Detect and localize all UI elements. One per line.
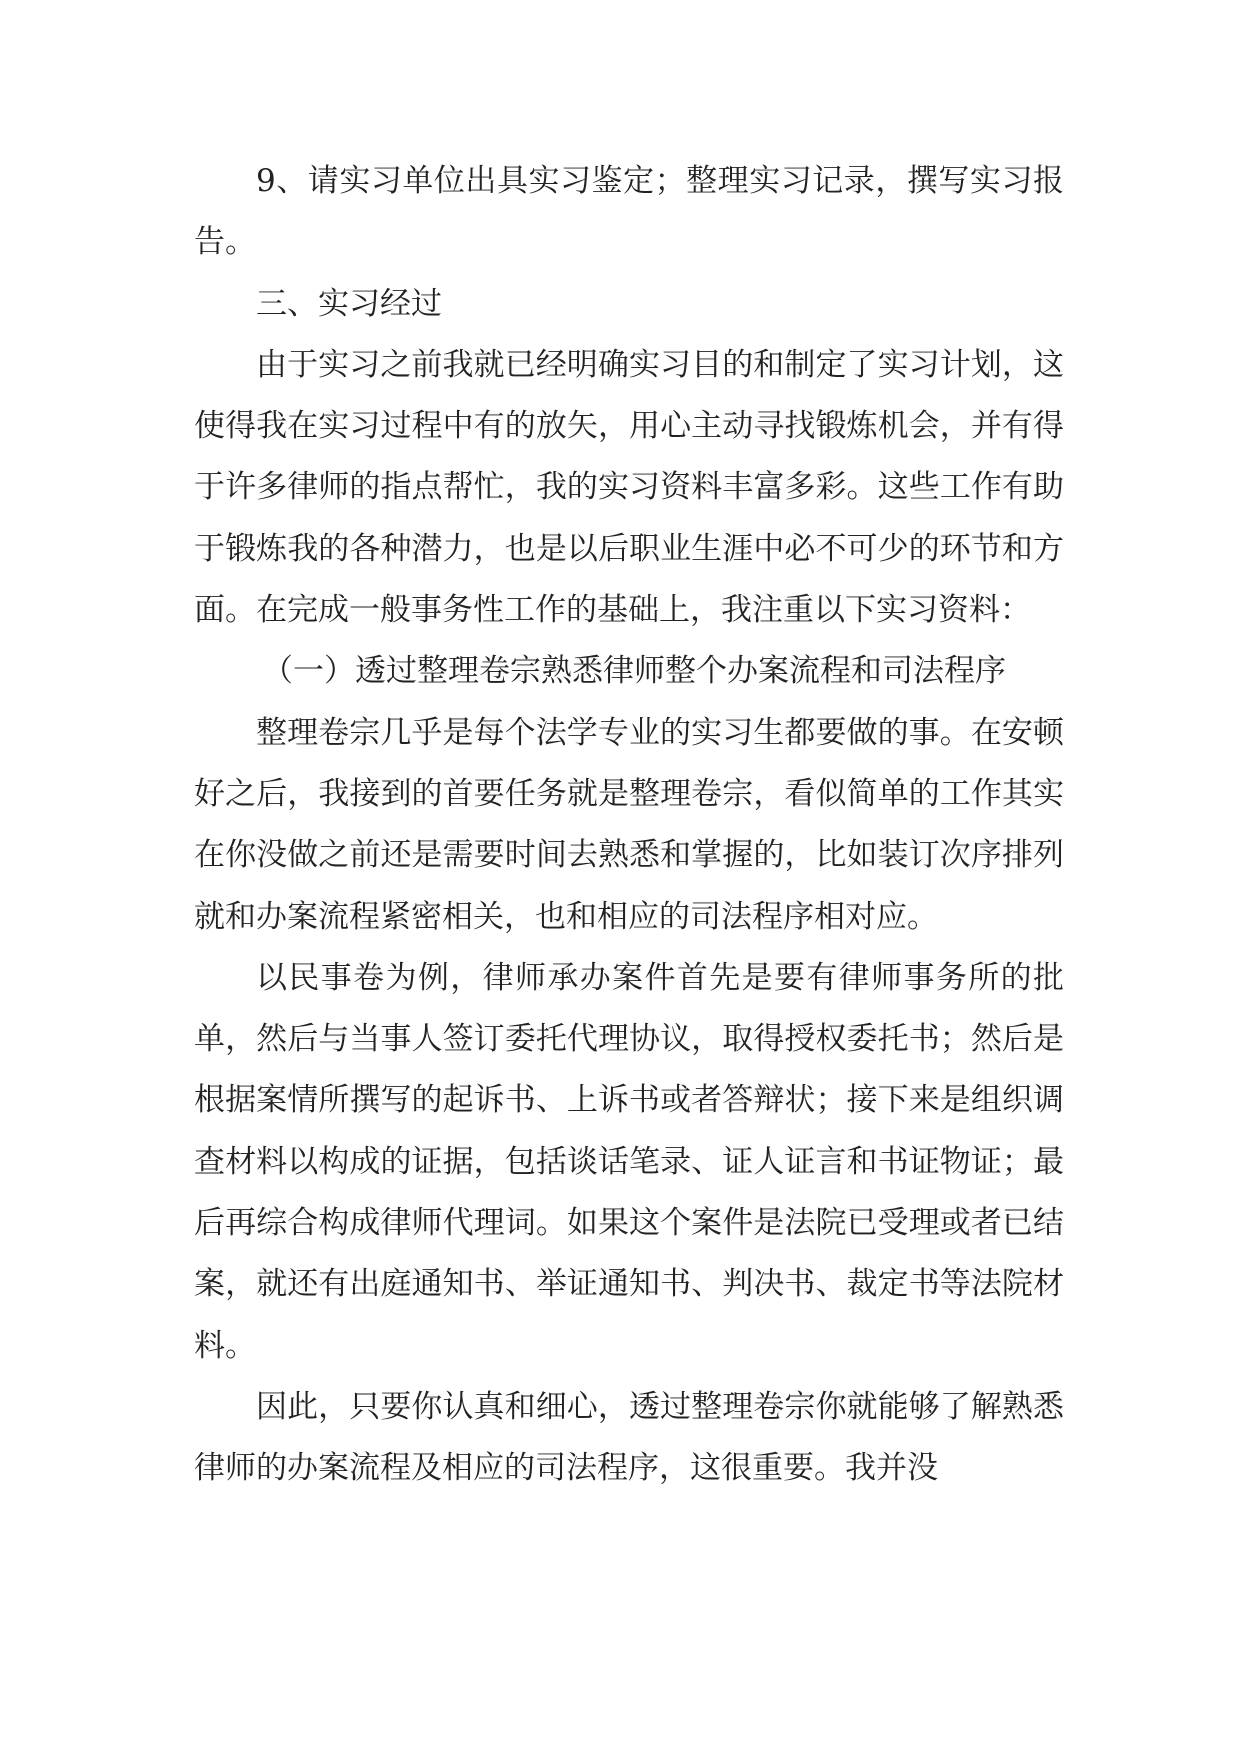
- paragraph-organizing-files: 整理卷宗几乎是每个法学专业的实习生都要做的事。在安顿好之后，我接到的首要任务就是整理卷宗，看似简单的工作其实在你没做之前还是需要时间去熟悉和掌握的，比如装订次序排列就和办案流程紧密相关，也和相应的司法程序相对应。: [194, 714, 1064, 935]
- paragraph-intro: 由于实习之前我就已经明确实习目的和制定了实习计划，这使得我在实习过程中有的放矢，用心主动寻找锻炼机会，并有得于许多律师的指点帮忙，我的实习资料丰富多彩。这些工作有助于锻炼我的各种潜力，也是以后职业生涯中必不可少的环节和方面。在完成一般事务性工作的基础上，我注重以下实习资料：: [194, 346, 1064, 629]
- paragraph-conclusion: 因此，只要你认真和细心，透过整理卷宗你就能够了解熟悉律师的办案流程及相应的司法程序，这很重要。我并没: [194, 1388, 1064, 1487]
- paragraph-item-9: 9、请实习单位出具实习鉴定；整理实习记录，撰写实习报告。: [194, 163, 1064, 261]
- section-heading-internship-process: 三、实习经过: [256, 285, 442, 322]
- subsection-heading-1: （一）透过整理卷宗熟悉律师整个办案流程和司法程序: [262, 653, 1006, 690]
- document-body: [194, 151, 1064, 1500]
- paragraph-civil-case-example: 以民事卷为例，律师承办案件首先是要有律师事务所的批单，然后与当事人签订委托代理协议，取得授权委托书；然后是根据案情所撰写的起诉书、上诉书或者答辩状；接下来是组织调查材料以构成的证据，包括谈话笔录、证人证言和书证物证；最后再综合构成律师代理词。如果这个案件是法院已受理或者已结案，就还有出庭通知书、举证通知书、判决书、裁定书等法院材料。: [194, 959, 1064, 1364]
